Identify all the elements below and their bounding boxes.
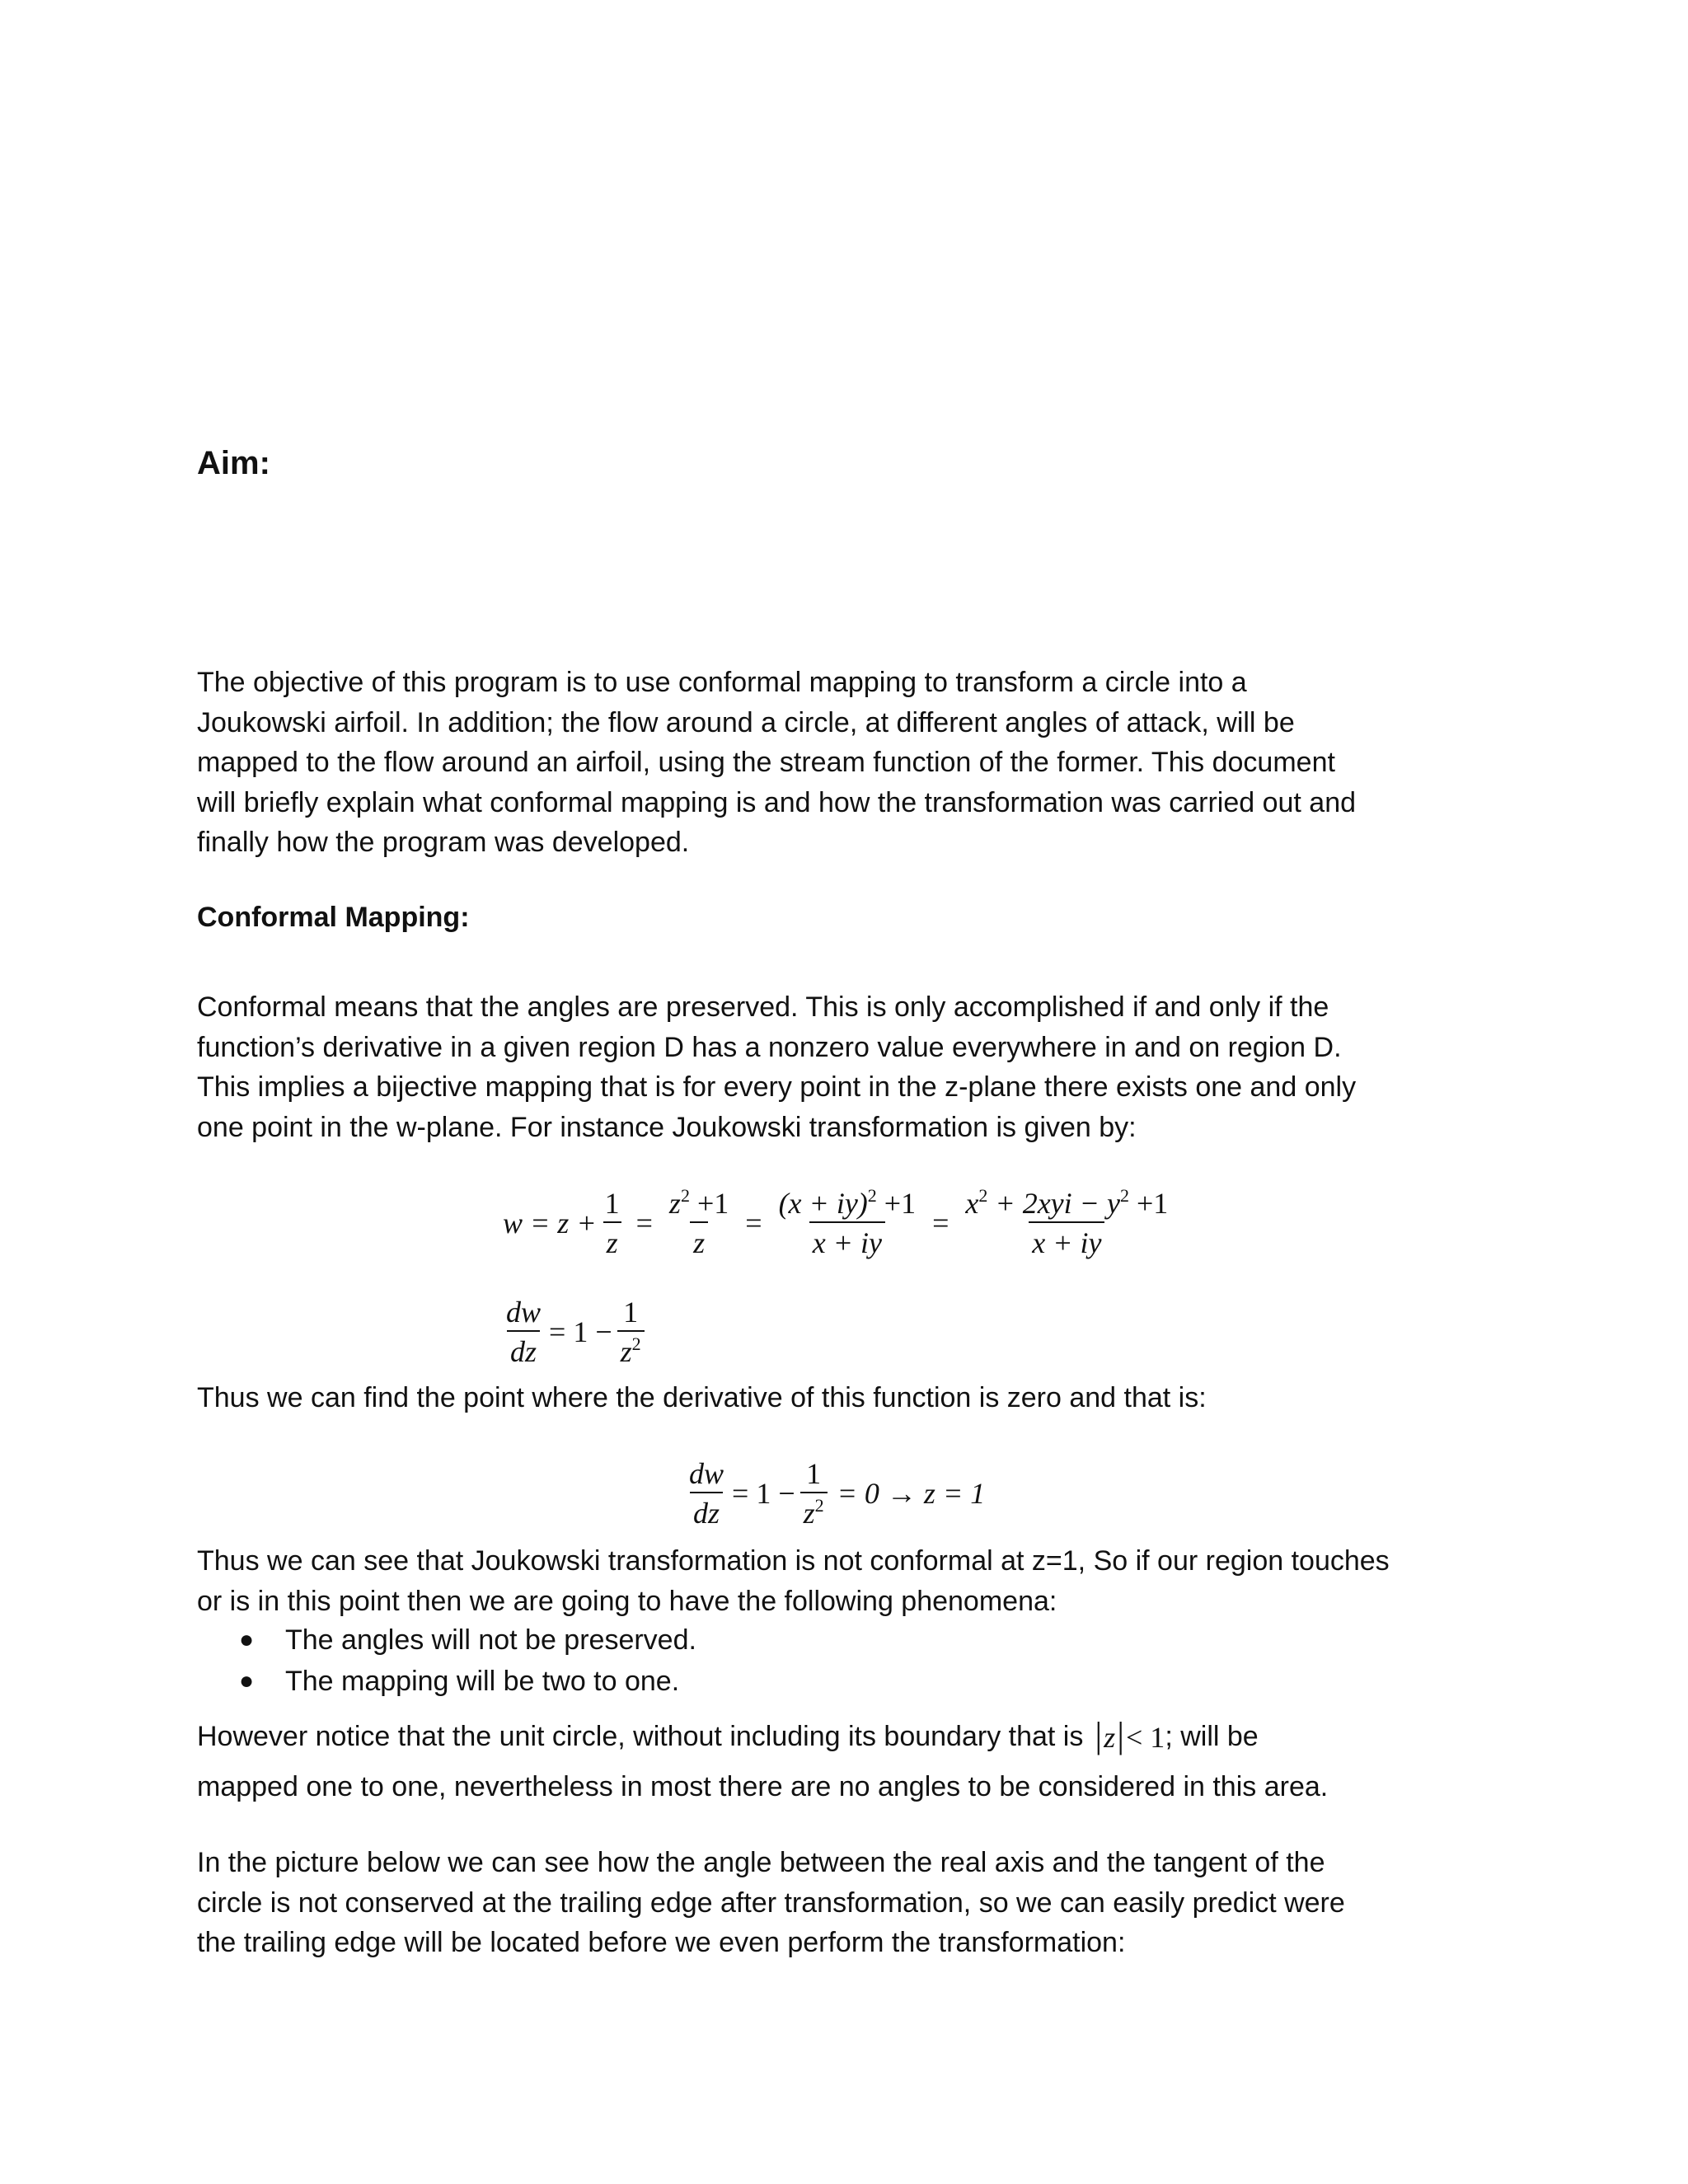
derivative-intro: Thus we can find the point where the derivative of this function is zero and that is: xyxy=(197,1382,1207,1413)
list-item: ● The angles will not be preserved. xyxy=(239,1619,696,1661)
fraction-complex-square: $\frac{(x + iy)^2 +1}{x + iy}$ xyxy=(778,1185,917,1259)
aim-line: Joukowski airfoil. In addition; the flow around a circle, at different angles of attack, will be xyxy=(197,706,1295,738)
fraction-one-over-z2: $\frac{1}{z^2}$ xyxy=(800,1457,828,1530)
not-conformal-line: Thus we can see that Joukowski transformation is not conformal at z=1, So if our region touches xyxy=(197,1545,1390,1577)
eq-lhs: w = z + xyxy=(503,1207,597,1240)
derivative-equation: $\frac{dw}{dz}$ = 1 − $\frac{1}{z^2}$ xyxy=(498,1296,649,1368)
unit-circle-line-2: mapped one to one, nevertheless in most there are no angles to be considered in this area. xyxy=(197,1771,1329,1802)
conformal-paragraph xyxy=(197,987,1516,1147)
inline-math-abs-z: |z|< 1 xyxy=(1095,1715,1165,1755)
picture-line: circle is not conserved at the trailing edge after transformation, so we can easily predict were xyxy=(197,1886,1345,1919)
picture-line: the trailing edge will be located before we even perform the transformation: xyxy=(197,1927,1126,1958)
conformal-line: Conformal means that the angles are preserved. This is only accomplished if and only if the xyxy=(197,991,1329,1023)
fraction-dw-dz: $\frac{dw}{dz}$ xyxy=(689,1457,724,1530)
fraction-one-over-z: $\frac{1}{z}$ xyxy=(602,1187,623,1259)
not-conformal-paragraph xyxy=(197,1541,1516,1621)
fraction-expanded: $\frac{x^2 + 2xyi - y^2 +1}{x + iy}$ xyxy=(965,1185,1169,1259)
conformal-line: one point in the w-plane. For instance Joukowski transformation is given by: xyxy=(197,1111,1137,1143)
joukowski-equation: w = z + $\frac{1}{z}$ = $\frac{z^2 +1}{z}$ = $\frac{(x + iy)^2 +1}{x + iy}$ = $\frac{x^2 + 2xyi - y^2 +1}{x + iy}$ xyxy=(503,1187,1176,1259)
picture-line: In the picture below we can see how the angle between the real axis and the tangent of the xyxy=(197,1847,1325,1878)
conformal-line: function’s derivative in a given region D has a nonzero value everywhere in and on region D. xyxy=(197,1031,1342,1063)
zero-derivative-equation: $\frac{dw}{dz}$ = 1 − $\frac{1}{z^2}$ = 0 → z = 1 xyxy=(681,1457,985,1530)
aim-heading: Aim: xyxy=(197,445,270,481)
aim-line: finally how the program was developed. xyxy=(197,827,690,858)
unit-circle-line: However notice that the unit circle, without including its boundary that is |z|< 1 ; will be xyxy=(197,1716,1516,1758)
conformal-line: This implies a bijective mapping that is for every point in the z-plane there exists one and only xyxy=(197,1071,1357,1103)
list-item: ● The mapping will be two to one. xyxy=(239,1661,696,1702)
not-conformal-line: or is in this point then we are going to have the following phenomena: xyxy=(197,1585,1057,1617)
fraction-z2-plus-1: $\frac{z^2 +1}{z}$ xyxy=(668,1185,729,1259)
bullet-icon: ● xyxy=(239,1667,255,1694)
fraction-dw-dz: $\frac{dw}{dz}$ xyxy=(506,1296,542,1368)
bullet-icon: ● xyxy=(239,1626,255,1653)
picture-paragraph xyxy=(197,1843,1516,1963)
aim-line: mapped to the flow around an airfoil, using the stream function of the former. This document xyxy=(197,747,1335,778)
aim-line: will briefly explain what conformal mapping is and how the transformation was carried out and xyxy=(197,786,1357,818)
fraction-one-over-z2: $\frac{1}{z^2}$ xyxy=(617,1296,645,1368)
conformal-mapping-heading: Conformal Mapping: xyxy=(197,902,470,933)
aim-paragraph xyxy=(197,663,1516,863)
aim-line: The objective of this program is to use conformal mapping to transform a circle into a xyxy=(197,667,1247,698)
phenomena-list xyxy=(239,1619,696,1702)
